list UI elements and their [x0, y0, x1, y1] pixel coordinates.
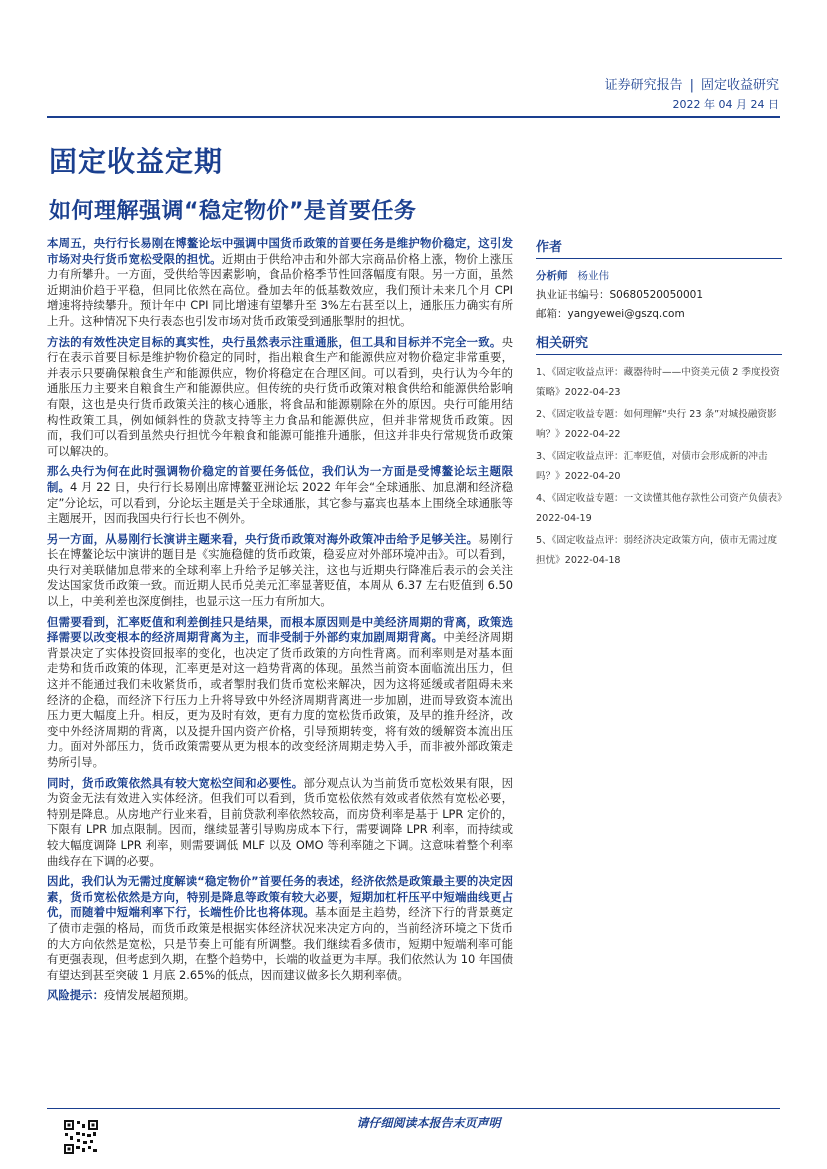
paragraph-lead: 那么央行为何在此时强调物价稳定的首要任务低位，我们认为一方面是受博鳌论坛主题限制。	[47, 464, 513, 494]
paragraph-text: 央行在表示首要目标是维护物价稳定的同时，指出粮食生产和能源供应对物价稳定非常重要，并表示只要确保粮食生产和能源供应，物价将稳定在合理区间。可以看到，央行认为今年的通胀压力主要来自粮食生产和能源供应。但传统的央行货币政策对粮食供给和能源供给影响有限，这也是央行货币政策关注的核心通胀，将食品和能源剔除在外的原因。央行可能用结构性政策工具，例如倾斜性的贷款支持等主力食品和能源供应，但并非常规货币政策。因而，我们可以看到虽然央行担忧今年粮食和能源可能推升通胀，但这并非央行常规货币政策可以解决的。	[47, 334, 513, 458]
risk-warning	[47, 988, 513, 1004]
paragraph-text: 4 月 22 日，央行行长易刚出席博鳌亚洲论坛 2022 年年会“全球通胀、加息潮和经济稳定”分论坛，可以看到，分论坛主题是关于全球通胀，其它参与嘉宾也基本上围绕全球通胀等主题展开，因而我国央行行长也不例外。	[47, 479, 513, 526]
page-subtitle: 如何理解强调“稳定物价”是首要任务	[49, 199, 417, 224]
related-item[interactable]: 2、《固定收益专题：如何理解“央行 23 条”对城投融资影响？》2022-04-22	[536, 409, 777, 440]
paragraph-text: 基本面是主趋势，经济下行的背景奠定了债市走强的格局，而货币政策是根据实体经济状况来决定方向的，当前经济环境之下货币的大方向依然是宽松，只是节奏上可能有所调整。我们继续看多债市，短期中短端利率可能有更强表现，但考虑到久期，在整个趋势中，长端的收益更为丰厚。我们依然认为 10 年国债有望达到甚至突破 1 月底 2.65%的低点，因而建议做多长久期利率债。	[47, 905, 513, 982]
body-paragraph	[47, 335, 513, 460]
report-subcategory: 固定收益研究	[700, 78, 779, 93]
paragraph-text: 中美经济周期背景决定了实体投资回报率的变化，也决定了货币政策的方向性背离。而利率则是对基本面走势和货币政策的体现，汇率更是对这一趋势背离的体现。虽然当前资本面临流出压力，但这并不能通过我们未收紧货币，或者掣肘我们货币宽松来解决，因为这将延缓或者阻碍未来经济的企稳，而经济下行压力上升将导致中外经济周期背离进一步加剧，进而导致资本流出压力更大幅度上升。相反，更为及时有效，更有力度的宽松货币政策，及早的推升经济，改变中外经济周期的背离，以及提升国内资产价格，引导预期转变，将有效的缓解资本流出压力。面对外部压力，货币政策需要从更为根本的改变经济周期走势入手，而非被外部政策走势所引导。	[47, 630, 513, 769]
report-category: 证券研究报告	[604, 78, 683, 93]
related-heading: 相关研究	[536, 332, 782, 355]
cert-label: 执业证书编号：	[536, 289, 610, 301]
report-type-header	[605, 74, 779, 93]
paragraph-lead: 同时，货币政策依然具有较大宽松空间和必要性。	[47, 775, 304, 790]
paragraph-text: 易刚行长在博鳌论坛中演讲的题目是《实施稳健的货币政策，稳妥应对外部环境冲击》。可以看到，央行对美联储加息带来的全球利率上升给予足够关注，这也与近期央行降准后表示的会关注发达国家货币政策一致。而近期人民币兑美元汇率显著贬值，本周从 6.37 左右贬值到 6.50 以上，中美利差也深度倒挂，也显示这一压力有所加大。	[47, 531, 513, 609]
analyst-label: 分析师	[536, 270, 568, 282]
paragraph-text: 部分观点认为当前货币宽松效果有限，因为资金无法有效进入实体经济。但我们可以看到，货币宽松依然有效或者依然有宽松必要，特别是降息。从房地产行业来看，目前贷款利率依然较高，而房贷利率是基于 LPR 定价的，下限有 LPR 加点限制。因而，继续显著引导购房成本下行，需要调降 LPR 利率，而持续或较大幅度调降 LPR 利率，则需要调低 MLF 以及 OMO 等利率随之下调。这意味着整个利率曲线存在下调的必要。	[47, 775, 513, 868]
paragraph-lead: 但需要看到，汇率贬值和利差倒挂只是结果，而根本原因则是中美经济周期的背离，政策选择需要以改变根本的经济周期背离为主，而非受制于外部约束加剧周期背离。	[47, 614, 513, 645]
header-separator: |	[689, 78, 694, 93]
body-paragraph	[47, 615, 513, 771]
main-body	[47, 236, 513, 1009]
body-paragraph	[47, 532, 513, 610]
email-link[interactable]: yangyewei@gszq.com	[567, 308, 685, 320]
risk-text: 疫情发展超预期。	[103, 988, 196, 1003]
related-list	[536, 363, 782, 571]
related-item[interactable]: 5、《固定收益点评：弱经济决定政策方向，债市无需过度担忧》2022-04-18	[536, 535, 778, 566]
paragraph-lead: 因此，我们认为无需过度解读“稳定物价”首要任务的表述，经济依然是政策最主要的决定因素，货币宽松依然是方向，特别是降息等政策有较大必要，短期加杠杆压平中短端曲线更占优，而随着中短端利率下行，长端性价比也将体现。	[47, 874, 513, 920]
body-paragraph	[47, 874, 513, 983]
footer-divider	[47, 1108, 780, 1109]
paragraph-text: 近期由于供给冲击和外部大宗商品价格上涨，物价上涨压力有所攀升。一方面，受供给等因素影响，食品价格季节性回落幅度有限。另一方面，虽然近期油价趋于平稳，但同比依然在高位。叠加去年的低基数效应，我们预计未来几个月 CPI 增速将持续攀升。预计年中 CPI 同比增速有望攀升至 3%左右甚至以上，通胀压力确实有所上升。这种情况下央行表态也引发市场对货币政策受到通胀掣肘的担忧。	[47, 251, 513, 328]
related-item[interactable]: 4、《固定收益专题：一文读懂其他存款性公司资产负债表》2022-04-19	[536, 493, 782, 524]
body-paragraph	[47, 776, 513, 870]
related-item[interactable]: 3、《固定收益点评：汇率贬值，对债市会形成新的冲击吗？》2022-04-20	[536, 451, 768, 482]
email-label: 邮箱：	[536, 308, 568, 320]
body-paragraph	[47, 464, 513, 526]
paragraph-lead: 本周五，央行行长易刚在博鳌论坛中强调中国货币政策的首要任务是维护物价稳定，这引发市场对央行货币宽松受限的担忧。	[47, 236, 513, 266]
body-paragraph	[47, 236, 513, 330]
related-item[interactable]: 1、《固定收益点评：藏器待时——中资美元债 2 季度投资策略》2022-04-23	[536, 367, 780, 398]
report-date: 2022 年 04 月 24 日	[672, 98, 779, 111]
author-heading: 作者	[536, 236, 782, 259]
analyst-name: 杨业伟	[577, 270, 609, 282]
cert-number: S0680520050001	[609, 289, 704, 301]
paragraph-lead: 另一方面，从易刚行长演讲主题来看，央行货币政策对海外政策冲击给予足够关注。	[47, 531, 479, 546]
analyst-row	[536, 267, 782, 286]
paragraph-lead: 方法的有效性决定目标的真实性，央行虽然表示注重通胀，但工具和目标并不完全一致。	[47, 334, 502, 349]
sidebar	[536, 236, 782, 573]
header-divider	[47, 116, 780, 118]
page-title: 固定收益定期	[49, 145, 224, 178]
cert-row	[536, 286, 782, 305]
footer-disclaimer-note: 请仔细阅读本报告末页声明	[356, 1116, 501, 1130]
email-row	[536, 305, 782, 324]
analyst-info	[536, 267, 782, 324]
risk-label: 风险提示：	[47, 988, 104, 1003]
